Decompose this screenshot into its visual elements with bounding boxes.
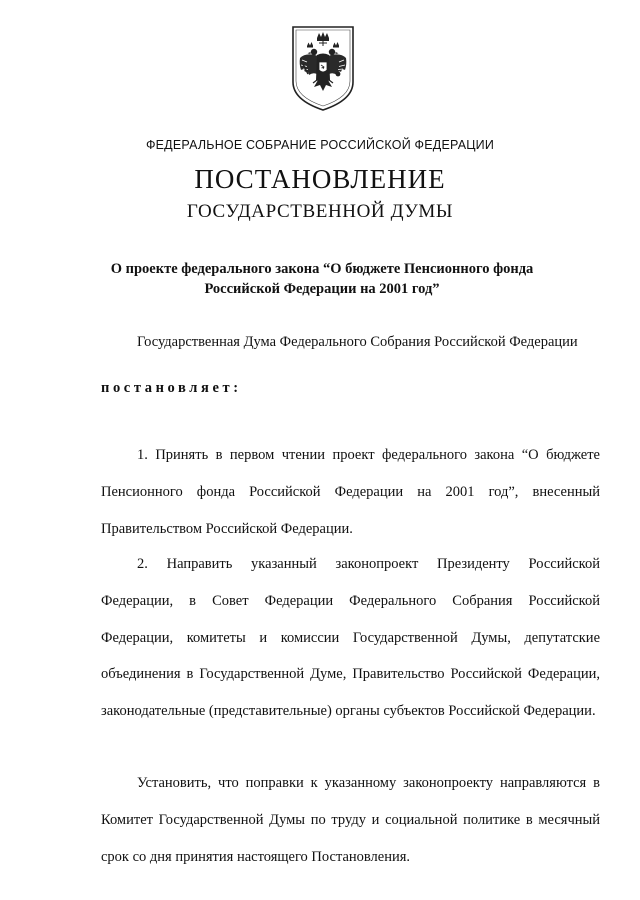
document-type-title: ПОСТАНОВЛЕНИЕ <box>194 164 446 194</box>
resolution-subject-line: Российской Федерации на 2001 год” <box>204 281 440 297</box>
russian-coat-of-arms-icon <box>290 24 356 112</box>
resolution-paragraph: 2. Направить указанный законопроект Президенту Российской Федерации, в Совет Федерации Федерального Собрания Российской Федерации, комитеты и комиссии Государственной Думы, депутатские объединения в Государственной Думе, Правительство Российской Федерации, законодательные (представительные) органы субъектов Российской Федерации. <box>101 556 600 720</box>
organization-title: ФЕДЕРАЛЬНОЕ СОБРАНИЕ РОССИЙСКОЙ ФЕДЕРАЦИИ <box>145 138 495 152</box>
preamble-text: Государственная Дума Федерального Собрания Российской Федерации <box>137 334 578 350</box>
resolution-paragraph: Установить, что поправки к указанному законопроекту направляются в Комитет Государственной Думы по труду и социальной политике в месячный срок со дня принятия настоящего Постановления. <box>101 775 600 865</box>
resolution-subject <box>80 259 564 299</box>
resolution-subject-line: О проекте федерального закона “О бюджете Пенсионного фонда <box>110 261 534 277</box>
resolves-keyword: постановляет: <box>101 380 242 396</box>
document-issuer-title: ГОСУДАРСТВЕННОЙ ДУМЫ <box>186 201 454 222</box>
resolution-paragraph: 1. Принять в первом чтении проект федерального закона “О бюджете Пенсионного фонда Российской Федерации на 2001 год”, внесенный Правительством Российской Федерации. <box>101 447 600 537</box>
